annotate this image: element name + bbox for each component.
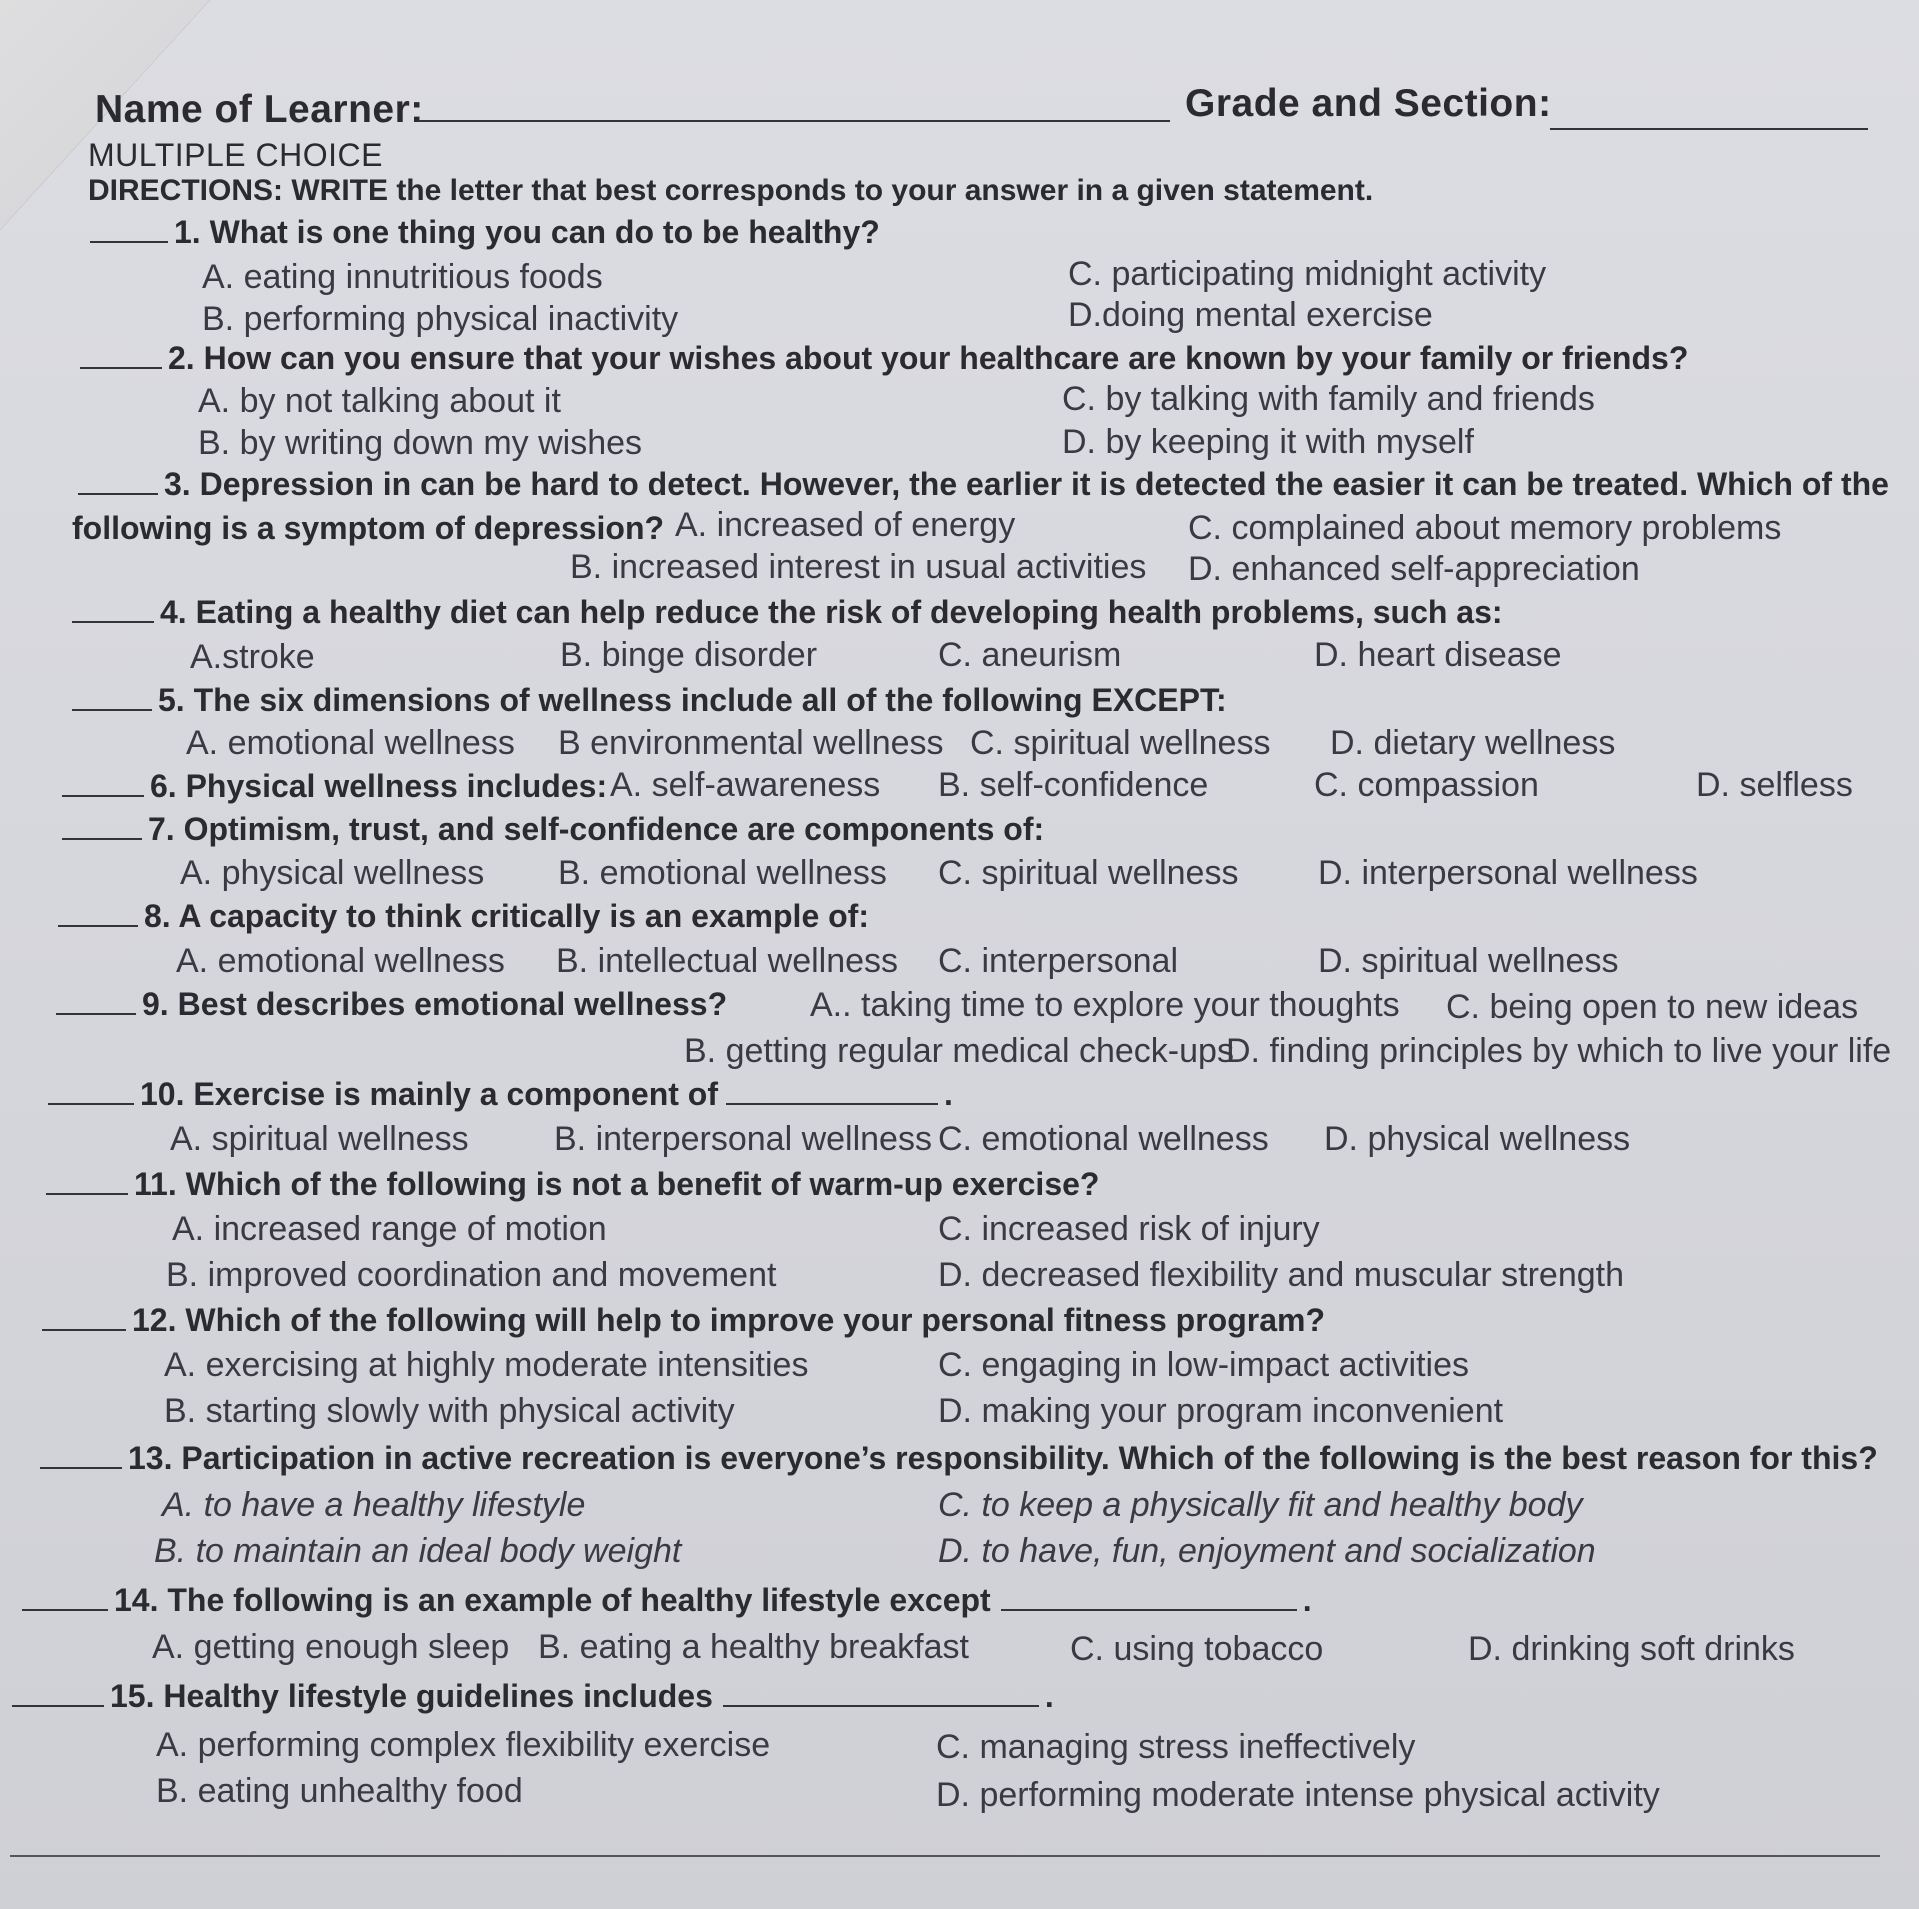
answer-blank[interactable] — [22, 1607, 108, 1611]
option: C. aneurism — [938, 636, 1122, 674]
option: C. interpersonal — [938, 942, 1179, 980]
question-3 — [78, 466, 1889, 503]
answer-blank[interactable] — [12, 1703, 104, 1707]
question-8 — [58, 898, 869, 935]
option: B. by writing down my wishes — [198, 424, 643, 462]
fill-in-blank[interactable] — [1001, 1607, 1297, 1611]
period: . — [1302, 1582, 1312, 1618]
option: A. emotional wellness — [176, 942, 505, 980]
period: . — [944, 1076, 953, 1112]
option: A.. taking time to explore your thoughts — [810, 986, 1400, 1024]
option: B. emotional wellness — [558, 854, 887, 892]
option: C. emotional wellness — [938, 1120, 1269, 1158]
option: C. being open to new ideas — [1446, 988, 1859, 1026]
answer-blank[interactable] — [72, 619, 154, 623]
option: A. exercising at highly moderate intensities — [164, 1346, 809, 1384]
question-text: 8. A capacity to think critically is an example of: — [144, 898, 869, 934]
option: A. to have a healthy lifestyle — [162, 1486, 586, 1524]
option: C. by talking with family and friends — [1062, 380, 1595, 418]
option: B. eating unhealthy food — [156, 1772, 523, 1810]
directions: DIRECTIONS: WRITE the letter that best corresponds to your answer in a given statement. — [88, 174, 1374, 207]
question-1 — [90, 214, 880, 251]
option: D. enhanced self-appreciation — [1188, 550, 1640, 588]
answer-blank[interactable] — [78, 491, 158, 495]
question-3-continued: following is a symptom of depression? — [72, 510, 665, 546]
answer-blank[interactable] — [46, 1191, 128, 1195]
option: D. decreased flexibility and muscular strength — [938, 1256, 1624, 1294]
option: B. binge disorder — [560, 636, 818, 674]
answer-blank[interactable] — [42, 1327, 126, 1331]
option: D. performing moderate intense physical activity — [936, 1776, 1660, 1814]
question-12 — [42, 1302, 1325, 1339]
option: C. spiritual wellness — [970, 724, 1271, 762]
option: A. eating innutritious foods — [202, 258, 603, 296]
option: A. spiritual wellness — [170, 1120, 469, 1158]
option: C. using tobacco — [1070, 1630, 1324, 1668]
bottom-rule — [10, 1855, 1880, 1857]
grade-blank[interactable] — [1550, 128, 1868, 130]
option: D. drinking soft drinks — [1468, 1630, 1795, 1668]
option: D. by keeping it with myself — [1062, 423, 1474, 461]
option: B. interpersonal wellness — [554, 1120, 932, 1158]
option: B. performing physical inactivity — [202, 300, 679, 338]
option: D. spiritual wellness — [1318, 942, 1619, 980]
option: C. engaging in low-impact activities — [938, 1346, 1470, 1384]
option: D. to have, fun, enjoyment and socialization — [938, 1532, 1596, 1570]
question-7 — [62, 811, 1044, 848]
option: B. eating a healthy breakfast — [538, 1628, 969, 1666]
option: A. emotional wellness — [186, 724, 515, 762]
question-5 — [72, 682, 1227, 719]
question-text: 7. Optimism, trust, and self-confidence are components of: — [148, 811, 1045, 847]
answer-blank[interactable] — [62, 793, 144, 797]
option: A. increased range of motion — [172, 1210, 607, 1248]
question-text: 5. The six dimensions of wellness include all of the following EXCEPT: — [158, 682, 1227, 718]
question-text: 4. Eating a healthy diet can help reduce the risk of developing health problems, such as: — [160, 594, 1503, 630]
option: C. participating midnight activity — [1068, 255, 1547, 293]
question-text: 13. Participation in active recreation is everyone’s responsibility. Which of the following is the best reason for this? — [128, 1440, 1878, 1476]
option: B. self-confidence — [938, 766, 1209, 804]
question-11 — [46, 1166, 1099, 1203]
answer-blank[interactable] — [48, 1101, 134, 1105]
question-text: 15. Healthy lifestyle guidelines includes — [110, 1678, 713, 1714]
name-of-learner-label: Name of Learner: — [95, 88, 424, 131]
option: C. complained about memory problems — [1188, 509, 1782, 547]
question-4 — [72, 594, 1503, 631]
fill-in-blank[interactable] — [723, 1703, 1039, 1707]
option: C. compassion — [1314, 766, 1539, 804]
question-10 — [48, 1076, 953, 1113]
question-13 — [40, 1440, 1878, 1477]
section-title: MULTIPLE CHOICE — [88, 137, 383, 173]
option: B. intellectual wellness — [556, 942, 899, 980]
answer-blank[interactable] — [58, 923, 138, 927]
question-text: 3. Depression in can be hard to detect. However, the earlier it is detected the easier it can be treated. Which of the — [164, 466, 1889, 502]
option: C. to keep a physically fit and healthy body — [938, 1486, 1583, 1524]
option: B environmental wellness — [558, 724, 944, 762]
question-text: 10. Exercise is mainly a component of — [140, 1076, 718, 1112]
question-text: 6. Physical wellness includes: — [150, 768, 608, 804]
option: D. interpersonal wellness — [1318, 854, 1698, 892]
option: A. self-awareness — [610, 766, 881, 804]
question-9 — [56, 986, 727, 1023]
option: C. spiritual wellness — [938, 854, 1239, 892]
option: A.stroke — [190, 638, 315, 676]
answer-blank[interactable] — [62, 836, 142, 840]
option: A. getting enough sleep — [152, 1628, 510, 1666]
answer-blank[interactable] — [80, 365, 162, 369]
option: D. physical wellness — [1324, 1120, 1631, 1158]
option: D. making your program inconvenient — [938, 1392, 1504, 1430]
question-text: 2. How can you ensure that your wishes about your healthcare are known by your family or friends? — [168, 340, 1689, 376]
question-2 — [80, 340, 1688, 377]
option: C. managing stress ineffectively — [936, 1728, 1416, 1766]
option: A. by not talking about it — [198, 382, 561, 420]
option: A. increased of energy — [675, 506, 1016, 544]
option: B. starting slowly with physical activity — [164, 1392, 735, 1430]
grade-section-label: Grade and Section: — [1185, 82, 1552, 125]
option: D. selfless — [1696, 766, 1853, 804]
option: B. improved coordination and movement — [166, 1256, 777, 1294]
option: D. heart disease — [1314, 636, 1562, 674]
option: D.doing mental exercise — [1068, 296, 1433, 334]
question-text: 12. Which of the following will help to improve your personal fitness program? — [132, 1302, 1325, 1338]
option: B. to maintain an ideal body weight — [154, 1532, 682, 1570]
name-blank[interactable] — [418, 120, 1170, 122]
question-text: 11. Which of the following is not a benefit of warm-up exercise? — [134, 1166, 1100, 1202]
option: B. getting regular medical check-ups — [684, 1032, 1234, 1070]
question-text: 14. The following is an example of healthy lifestyle except — [114, 1582, 991, 1618]
answer-blank[interactable] — [90, 239, 168, 243]
question-text: 9. Best describes emotional wellness? — [142, 986, 728, 1022]
answer-blank[interactable] — [56, 1011, 136, 1015]
question-6 — [62, 768, 607, 805]
question-14 — [22, 1582, 1312, 1619]
question-text: 1. What is one thing you can do to be healthy? — [174, 214, 880, 250]
option: C. increased risk of injury — [938, 1210, 1320, 1248]
question-15 — [12, 1678, 1054, 1715]
option: A. performing complex flexibility exercise — [156, 1726, 771, 1764]
option: B. increased interest in usual activities — [570, 548, 1147, 586]
option: A. physical wellness — [180, 854, 485, 892]
answer-blank[interactable] — [72, 707, 152, 711]
answer-blank[interactable] — [40, 1465, 122, 1469]
option: D. dietary wellness — [1330, 724, 1616, 762]
fill-in-blank[interactable] — [726, 1101, 938, 1105]
option: D. finding principles by which to live your life — [1226, 1032, 1892, 1070]
period: . — [1044, 1678, 1054, 1714]
